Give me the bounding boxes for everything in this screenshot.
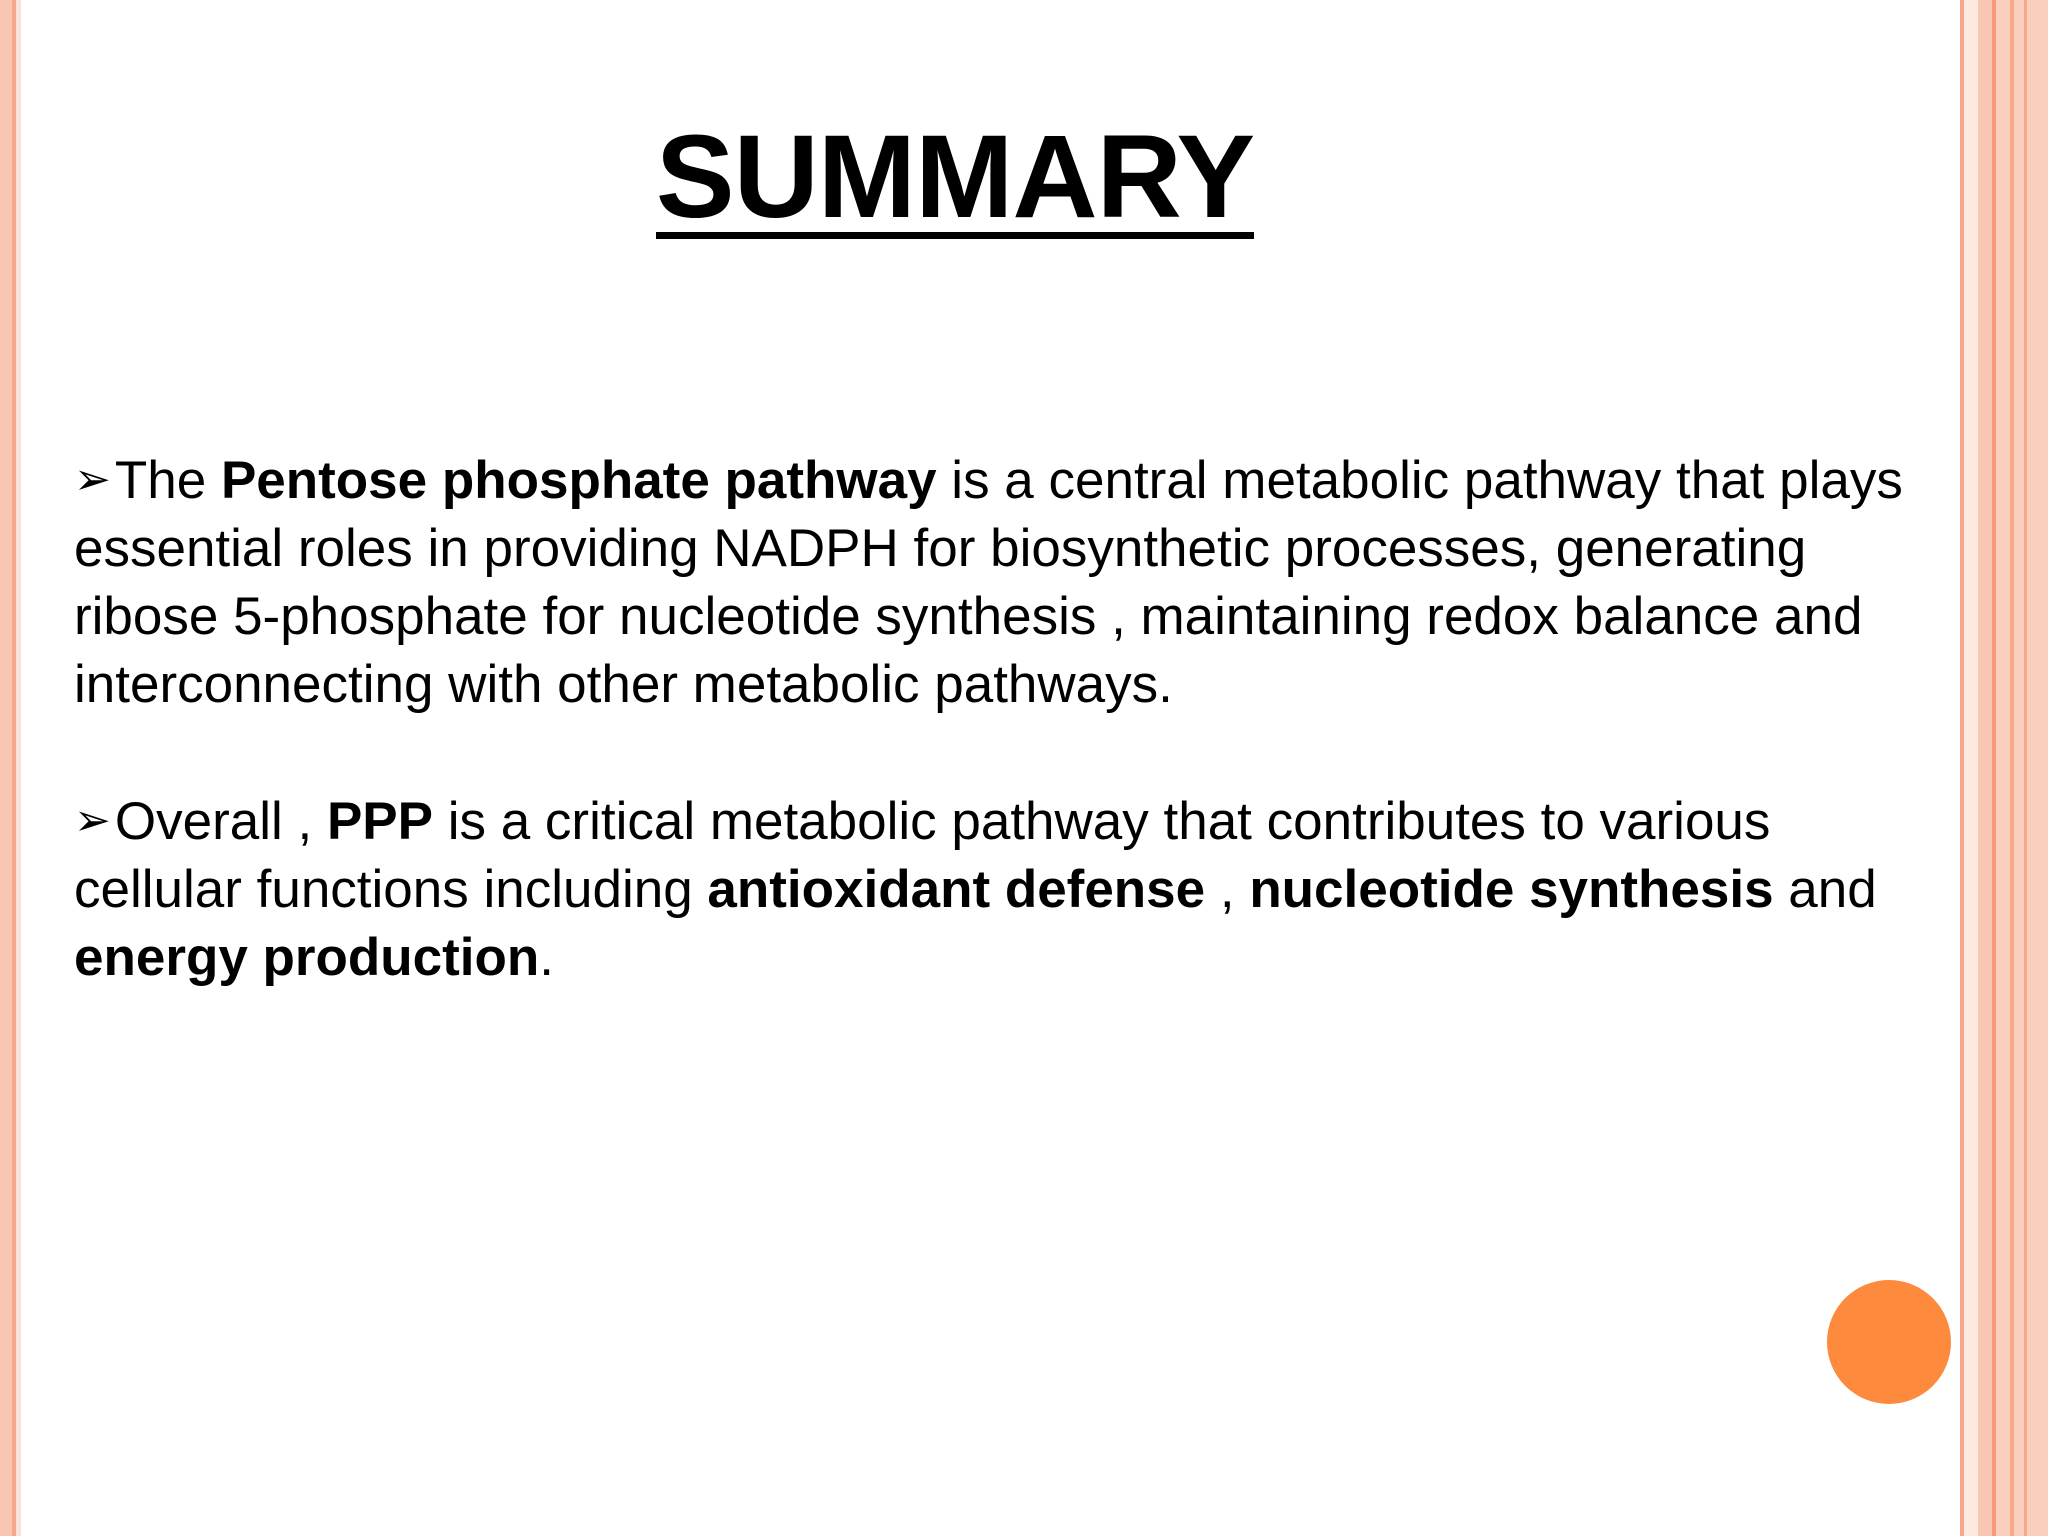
arrow-bullet-icon: ➢ bbox=[74, 795, 111, 846]
right-border-stripe bbox=[1978, 0, 1992, 1536]
bullet-2-text: . bbox=[539, 928, 554, 987]
decorative-circle bbox=[1827, 1280, 1951, 1404]
right-border-stripe bbox=[2010, 0, 2014, 1536]
right-border-stripe bbox=[2024, 0, 2027, 1536]
bullet-2-bold: PPP bbox=[326, 792, 433, 851]
bullet-item-1 bbox=[74, 446, 1904, 719]
slide-title-text: SUMMARY bbox=[655, 111, 1255, 243]
bullet-2-text: Overall , bbox=[114, 792, 327, 851]
slide-title bbox=[0, 112, 1910, 242]
bullet-item-2 bbox=[74, 787, 1904, 992]
bullet-2-text: , bbox=[1205, 860, 1250, 919]
right-border-stripe bbox=[1964, 0, 1978, 1536]
arrow-bullet-icon: ➢ bbox=[74, 454, 111, 505]
bullet-2-text: is a critical metabolic pathway that contributes to various cellular functions including bbox=[74, 792, 1771, 919]
bullet-1-text: The bbox=[114, 451, 221, 510]
bullet-list bbox=[74, 446, 1904, 1060]
bullet-2-bold: energy production bbox=[74, 928, 540, 987]
bullet-2-text: and bbox=[1773, 860, 1877, 919]
bullet-2-bold: antioxidant defense bbox=[707, 860, 1206, 919]
right-border-stripe bbox=[1996, 0, 2048, 1536]
bullet-1-bold: Pentose phosphate pathway bbox=[220, 451, 937, 510]
bullet-2-bold: nucleotide synthesis bbox=[1249, 860, 1774, 919]
bullet-1-text: is a central metabolic pathway that plays essential roles in providing NADPH for biosynthetic processes, generating ribose 5-phosphate for nucleotide synthesis , maintaining redox balance and interconnecting with other metabolic pathways. bbox=[74, 451, 1903, 714]
